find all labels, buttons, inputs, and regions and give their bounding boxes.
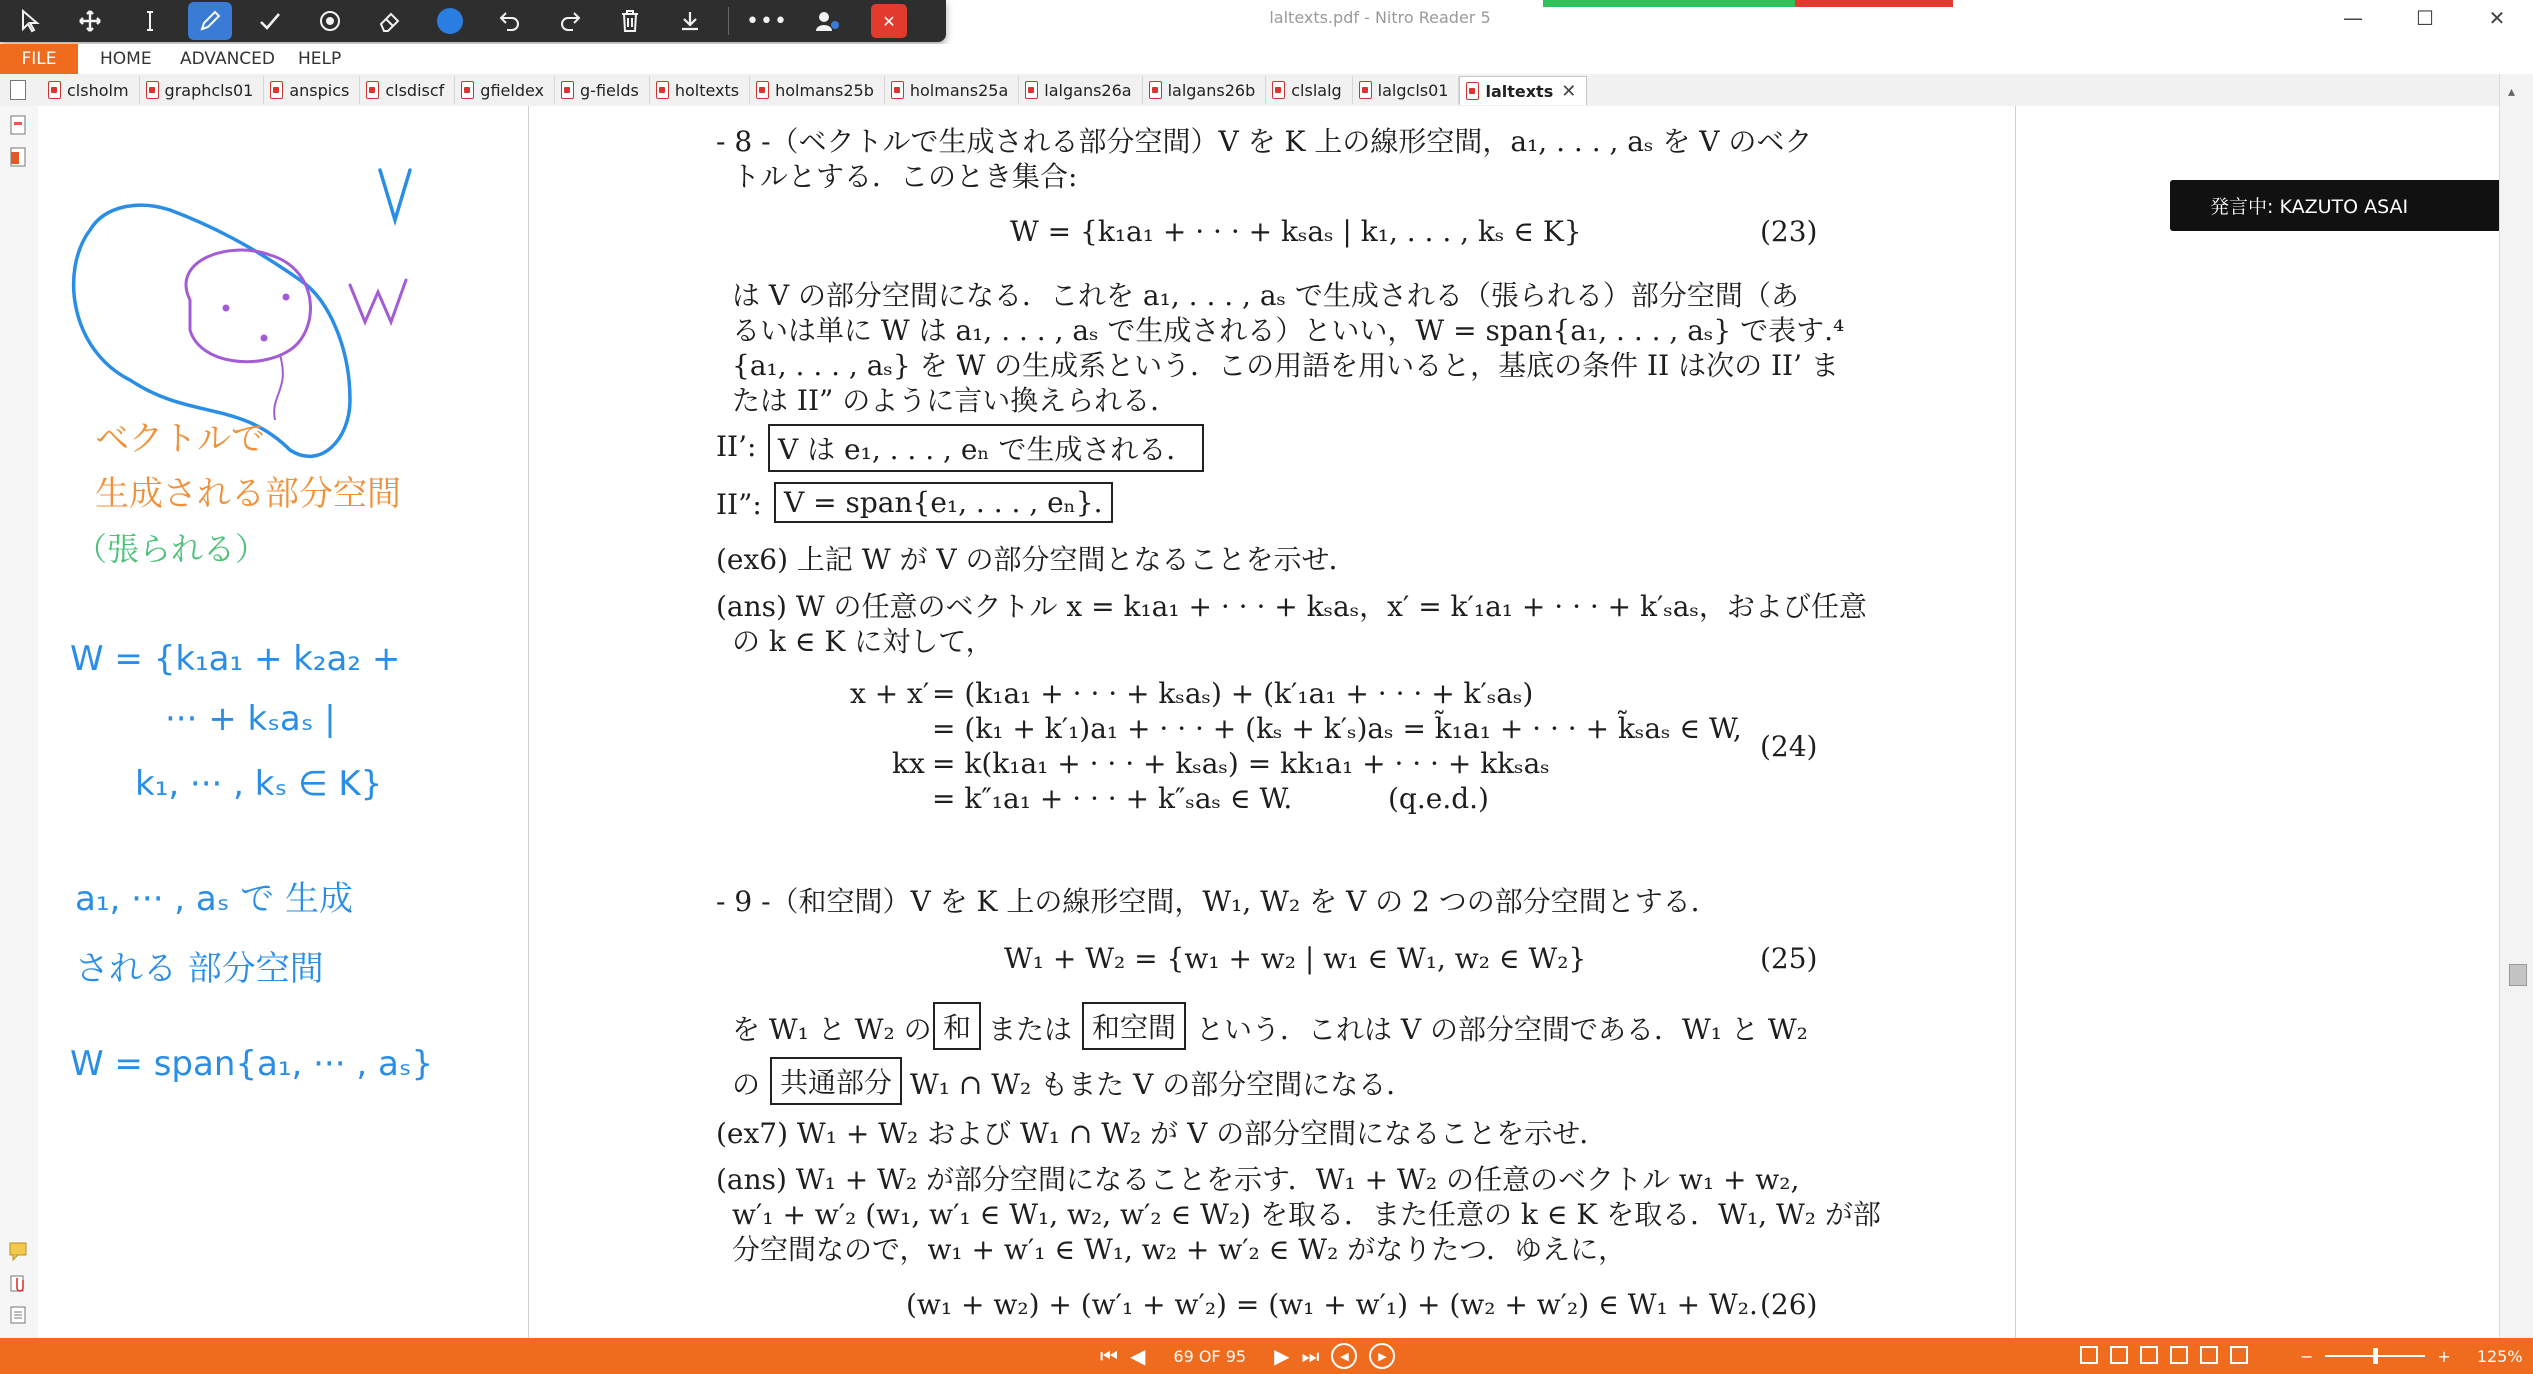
answer-6-line2: の k ∈ K に対して， (732, 625, 994, 658)
back-view-icon[interactable]: ◀ (1331, 1343, 1357, 1369)
tab-anspics[interactable] (264, 76, 360, 104)
pdf-icon (891, 81, 904, 99)
zoom-level[interactable]: 125% (2476, 1346, 2523, 1366)
tab-gfieldex[interactable] (455, 76, 555, 104)
answer-7-line1: (ans) W₁ + W₂ が部分空間になることを示す．W₁ + W₂ の任意のベクトル w₁ + w₂, (716, 1163, 1800, 1196)
tab-label: holmans25b (775, 80, 874, 100)
tab-label: graphcls01 (164, 80, 254, 100)
tab-label: clsholm (67, 80, 129, 100)
section-9-heading: - 9 -（和空間）V を K 上の線形空間，W₁, W₂ を V の 2 つの部分空間とする． (716, 885, 1719, 918)
exercise-7: (ex7) W₁ + W₂ および W₁ ∩ W₂ が V の部分空間になることを示せ． (716, 1117, 1608, 1150)
equation-24-lhs3: kx (892, 747, 925, 780)
equation-24-number: (24) (1760, 730, 1818, 763)
tab-label: gfieldex (480, 80, 545, 100)
pen-icon (198, 9, 222, 33)
equation-24-rhs1: = (k₁a₁ + · · · + kₛaₛ) + (k′₁a₁ + · · · + k′ₛaₛ) (932, 677, 1534, 710)
ink-purple-subset (186, 250, 406, 362)
attachments-icon[interactable] (8, 1272, 28, 1294)
scroll-up-icon[interactable]: ▴ (2508, 84, 2516, 100)
menu-bar (0, 44, 2533, 74)
left-panel-rail (0, 106, 39, 1338)
pdf-icon (1149, 81, 1162, 99)
equation-25: W₁ + W₂ = {w₁ + w₂ | w₁ ∈ W₁, w₂ ∈ W₂} (1004, 942, 1587, 975)
presence-indicator (1543, 0, 1953, 7)
text-cursor-icon[interactable] (120, 0, 180, 42)
condition-ii2-box: V = span{e₁, . . . , eₙ}. (774, 482, 1113, 523)
tabs (42, 76, 1587, 106)
tab-label: g-fields (580, 80, 639, 100)
tab-label: holmans25a (909, 80, 1009, 100)
zoom-control (2300, 1338, 2523, 1374)
close-icon[interactable]: ✕ (871, 4, 907, 38)
note-orange-line2: 生成される部分空間 (95, 474, 401, 514)
more-icon[interactable]: ••• (746, 8, 788, 34)
previous-page-icon[interactable]: ◀ (1130, 1344, 1146, 1368)
tab-label: clsdiscf (385, 80, 445, 100)
fit-page-icon[interactable] (2200, 1346, 2218, 1364)
answer-7-line3: 分空間なので，w₁ + w′₁ ∈ W₁, w₂ + w′₂ ∈ W₂ がなりたつ．ゆえに， (732, 1233, 1627, 1266)
maximize-button[interactable]: ☐ (2416, 6, 2434, 30)
pdf-icon (461, 81, 474, 99)
document-tab-bar (0, 74, 2533, 107)
handwritten-notes (50, 150, 520, 1100)
scroll-thumb[interactable] (2509, 964, 2527, 986)
zoom-in-button[interactable]: + (2437, 1346, 2451, 1366)
tab-holmans25b[interactable] (750, 76, 885, 104)
tab-label: clslalg (1291, 80, 1342, 100)
paragraph-2-e: W₁ ∩ W₂ もまた V の部分空間になる． (910, 1068, 1415, 1101)
paragraph-1-line4: たは II” のように言い換えられる． (732, 384, 1179, 417)
note-orange-line1: ベクトルで (95, 419, 265, 459)
vertical-scrollbar[interactable] (2499, 74, 2533, 1338)
equation-24-rhs2: = (k₁ + k′₁)a₁ + · · · + (kₛ + k′ₛ)aₛ = k̃₁a₁ + · · · + k̃ₛaₛ ∈ W, (932, 712, 1742, 745)
speaking-indicator (2170, 180, 2512, 231)
condition-ii1-label: II’: (716, 430, 757, 463)
user-share-icon[interactable] (797, 0, 857, 42)
facing-view-icon[interactable] (2140, 1346, 2158, 1364)
answer-7-line2: w′₁ + w′₂ (w₁, w′₁ ∈ W₁, w₂, w′₂ ∈ W₂) を取る．また任意の k ∈ K を取る．W₁, W₂ が部 (732, 1198, 1881, 1231)
note-blue-line3: k₁, ··· , kₛ ∈ K} (135, 764, 383, 804)
window-close-button[interactable]: ✕ (2488, 6, 2506, 30)
first-page-icon[interactable]: ⏮ (1100, 1344, 1118, 1368)
pdf-icon (1025, 81, 1038, 99)
condition-ii2-label: II”: (716, 488, 762, 521)
tab-holmans25a[interactable] (885, 76, 1019, 104)
page-navigation (1100, 1338, 1395, 1374)
tab-laltexts[interactable] (1459, 76, 1587, 105)
pen-tool[interactable] (180, 0, 240, 42)
tab-lalgans26b[interactable] (1143, 76, 1267, 104)
pdf-icon (1272, 81, 1285, 99)
paragraph-2-b: または (988, 1013, 1073, 1046)
pdf-icon (270, 81, 283, 99)
download-icon[interactable] (660, 0, 720, 42)
tab-label: holtexts (674, 80, 740, 100)
paragraph-1-line2: るいは単に W は a₁, . . . , aₛ で生成される）といい，W = span{a₁, . . . , aₛ} で表す.⁴ (732, 314, 1845, 347)
pdf-icon (656, 81, 669, 99)
equation-26-number: (26) (1760, 1288, 1818, 1321)
zoom-slider[interactable] (2325, 1355, 2425, 1357)
tab-g-fields[interactable] (555, 76, 650, 104)
pdf-icon (1359, 81, 1372, 99)
view-modes (2080, 1346, 2248, 1364)
condition-ii1-box: V は e₁, . . . , eₙ で生成される． (768, 424, 1204, 472)
term-box-sum-space: 和空間 (1082, 1002, 1186, 1050)
bookmarks-icon[interactable] (8, 146, 28, 168)
pdf-icon (756, 81, 769, 99)
pdf-icon (366, 81, 379, 99)
pdf-icon (48, 81, 61, 99)
presence-red (1795, 0, 1953, 7)
equation-26: (w₁ + w₂) + (w′₁ + w′₂) = (w₁ + w′₁) + (w₂ + w′₂) ∈ W₁ + W₂. (906, 1288, 1758, 1321)
toolbar-separator (728, 7, 729, 35)
color-picker[interactable] (420, 0, 480, 42)
menu-file[interactable]: FILE (0, 44, 78, 74)
continuous-view-icon[interactable] (2110, 1346, 2128, 1364)
minimize-button[interactable]: — (2343, 6, 2363, 30)
presence-green (1543, 0, 1795, 7)
layers-icon[interactable] (8, 1304, 28, 1326)
ink-purple-tail (274, 355, 283, 420)
equation-23: W = {k₁a₁ + · · · + kₛaₛ | k₁, . . . , kₛ ∈ K} (1010, 215, 1582, 248)
answer-6-line1: (ans) W の任意のベクトル x = k₁a₁ + · · · + kₛaₛ，x′ = k′₁a₁ + · · · + k′ₛaₛ，および任意 (716, 590, 1867, 623)
next-page-icon[interactable]: ▶ (1274, 1344, 1290, 1368)
equation-25-number: (25) (1760, 942, 1818, 975)
tab-label: lalgans26a (1044, 80, 1132, 100)
equation-24-lhs1: x + x′ (850, 677, 930, 710)
stamp-icon[interactable] (300, 0, 360, 42)
zoom-out-button[interactable]: − (2300, 1346, 2314, 1366)
pdf-icon (146, 81, 159, 99)
speaker-label: 発言中: KAZUTO ASAI (2210, 196, 2409, 218)
equation-23-number: (23) (1760, 215, 1818, 248)
tab-lalgans26a[interactable] (1019, 76, 1142, 104)
ink-blue-outline (74, 170, 410, 456)
note-blue-line6: W = span{a₁, ··· , aₛ} (70, 1044, 434, 1084)
tab-clsdiscf[interactable] (360, 76, 455, 104)
note-blue-line1: W = {k₁a₁ + k₂a₂ + (70, 639, 401, 679)
page-border-right (2015, 106, 2016, 1338)
color-dot (437, 8, 463, 34)
forward-view-icon[interactable]: ▶ (1369, 1343, 1395, 1369)
fit-width-icon[interactable] (2230, 1346, 2248, 1364)
tab-label: anspics (289, 80, 350, 100)
tab-lalgcls01[interactable] (1353, 76, 1460, 104)
pdf-icon (1466, 82, 1479, 100)
undo-icon[interactable] (480, 0, 540, 42)
paragraph-1-line1: は V の部分空間になる．これを a₁, . . . , aₛ で生成される（張られる）部分空間（あ (732, 279, 1799, 312)
checkmark-icon[interactable] (240, 0, 300, 42)
note-blue-line2: ··· + kₛaₛ | (165, 699, 336, 739)
paragraph-2-a: を W₁ と W₂ の (732, 1013, 932, 1046)
pages-icon[interactable] (8, 114, 28, 136)
section-8-heading-line2: トルとする．このとき集合: (732, 160, 1078, 193)
equation-24-rhs3: = k(k₁a₁ + · · · + kₛaₛ) = kk₁a₁ + · · · + kkₛaₛ (932, 747, 1550, 780)
pdf-icon (561, 81, 574, 99)
paragraph-2-d: の (732, 1068, 761, 1101)
note-blue-line4: a₁, ··· , aₛ で 生成 (75, 879, 354, 919)
paragraph-2-c: という．これは V の部分空間である．W₁ と W₂ (1196, 1013, 1808, 1046)
redo-icon[interactable] (540, 0, 600, 42)
section-8-heading-line1: - 8 -（ベクトルで生成される部分空間）V を K 上の線形空間，a₁, . . . , aₛ を V のベク (716, 125, 1813, 158)
equation-24-rhs4: = k″₁a₁ + · · · + k″ₛaₛ ∈ W. (932, 782, 1293, 815)
eraser-icon[interactable] (360, 0, 420, 42)
delete-icon[interactable] (600, 0, 660, 42)
document-list-icon[interactable] (10, 80, 26, 100)
select-arrow-icon[interactable] (0, 0, 60, 42)
zoom-slider-knob[interactable] (2373, 1348, 2378, 1364)
window-controls (2317, 0, 2533, 36)
term-box-sum: 和 (933, 1002, 981, 1050)
menu-help[interactable]: HELP (298, 49, 342, 69)
tab-graphcls01[interactable] (140, 76, 265, 104)
tab-close-icon[interactable]: ✕ (1561, 80, 1577, 102)
term-box-intersection: 共通部分 (770, 1057, 902, 1105)
exercise-6: (ex6) 上記 W が V の部分空間となることを示せ． (716, 543, 1357, 576)
facing-continuous-view-icon[interactable] (2170, 1346, 2188, 1364)
tab-holtexts[interactable] (650, 76, 750, 104)
annotation-toolbar (0, 0, 946, 42)
page-border-left (528, 106, 529, 1338)
paragraph-1-line3: {a₁, . . . , aₛ} を W の生成系という．この用語を用いると，基底の条件 II は次の II’ ま (732, 349, 1839, 382)
window-title: laltexts.pdf - Nitro Reader 5 (1269, 8, 1491, 27)
menu-advanced[interactable]: ADVANCED (180, 49, 276, 69)
menu-home[interactable]: HOME (100, 49, 152, 69)
pan-move-icon[interactable] (60, 0, 120, 42)
tab-label: lalgcls01 (1377, 80, 1449, 100)
single-page-view-icon[interactable] (2080, 1346, 2098, 1364)
tab-clslalg[interactable] (1266, 76, 1352, 104)
page-indicator[interactable]: 69 OF 95 (1173, 1346, 1247, 1366)
last-page-icon[interactable]: ⏭ (1301, 1344, 1320, 1368)
tab-label: laltexts (1485, 81, 1554, 101)
note-green-line: （張られる） (75, 530, 268, 568)
comments-icon[interactable] (8, 1240, 28, 1262)
status-bar (0, 1338, 2533, 1374)
note-blue-line5: される 部分空間 (75, 949, 324, 989)
tab-label: lalgans26b (1167, 80, 1256, 100)
equation-24-qed: (q.e.d.) (1388, 782, 1489, 815)
tab-clsholm[interactable] (42, 76, 140, 104)
